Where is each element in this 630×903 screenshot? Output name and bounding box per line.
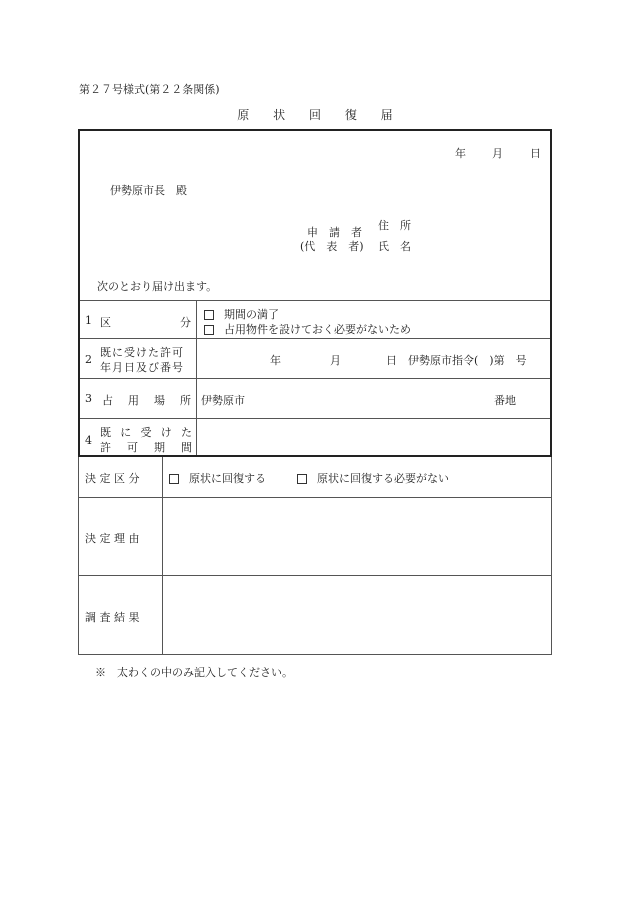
row-3-label-char: 場: [154, 394, 165, 407]
row-4-label-line2: 許 可 期 間: [100, 441, 192, 454]
form-number: 第２７号様式(第２２条関係): [79, 83, 220, 96]
name-label: 氏 名: [378, 240, 411, 253]
option-period-expired[interactable]: 期間の満了: [204, 306, 279, 322]
option-no-longer-needed[interactable]: 占用物件を設けておく必要がないため: [204, 321, 411, 337]
title-char: 復: [344, 108, 357, 122]
checkbox-icon[interactable]: [297, 474, 307, 484]
row-2-label-line2: 年月日及び番号: [100, 361, 184, 374]
footer-note: ※ 太わくの中のみ記入してください。: [95, 666, 293, 679]
intro-text: 次のとおり届け出ます。: [97, 280, 218, 293]
date-year-label: 年: [455, 147, 466, 160]
row-1-label-char: 分: [180, 316, 191, 329]
row-2-number: 2: [85, 353, 92, 366]
addressee: 伊勢原市長 殿: [110, 184, 187, 197]
permit-day-label: 日: [386, 354, 397, 367]
row-3-label-char: 所: [180, 394, 191, 407]
official-use-table: [78, 457, 552, 655]
row-4-number: 4: [85, 434, 92, 447]
location-city: 伊勢原市: [201, 394, 245, 407]
form-title: [0, 106, 630, 123]
title-char: 届: [380, 108, 393, 122]
row-1-number: 1: [85, 314, 92, 327]
checkbox-icon[interactable]: [169, 474, 179, 484]
row-3-label-char: 用: [128, 394, 139, 407]
applicant-box: [78, 129, 552, 457]
date-day-label: 日: [530, 147, 541, 160]
decision-option-restore[interactable]: 原状に回復する: [169, 470, 266, 486]
date-month-label: 月: [492, 147, 503, 160]
row-4-label-line1: 既 に 受 け た: [100, 426, 192, 439]
permit-month-label: 月: [330, 354, 341, 367]
address-label: 住 所: [378, 219, 411, 232]
title-char: 状: [273, 108, 286, 122]
permit-year-label: 年: [270, 354, 281, 367]
reason-label: 決 定 理 由: [85, 532, 140, 545]
representative-label: (代 表 者): [300, 240, 364, 253]
permit-number-text: 伊勢原市指令( )第 号: [408, 354, 527, 367]
location-lot-label: 番地: [494, 394, 516, 407]
investigation-label: 調 査 結 果: [85, 611, 140, 624]
row-1-label-char: 区: [100, 316, 111, 329]
decision-option-not-needed[interactable]: 原状に回復する必要がない: [297, 470, 449, 486]
checkbox-icon[interactable]: [204, 310, 214, 320]
checkbox-icon[interactable]: [204, 325, 214, 335]
title-char: 原: [237, 108, 250, 122]
row-2-label-line1: 既に受けた許可: [100, 346, 184, 359]
applicant-label: 申 請 者: [307, 226, 362, 239]
decision-label: 決 定 区 分: [85, 472, 140, 485]
row-3-label-char: 占: [102, 394, 113, 407]
title-char: 回: [308, 108, 321, 122]
row-3-number: 3: [85, 392, 92, 405]
